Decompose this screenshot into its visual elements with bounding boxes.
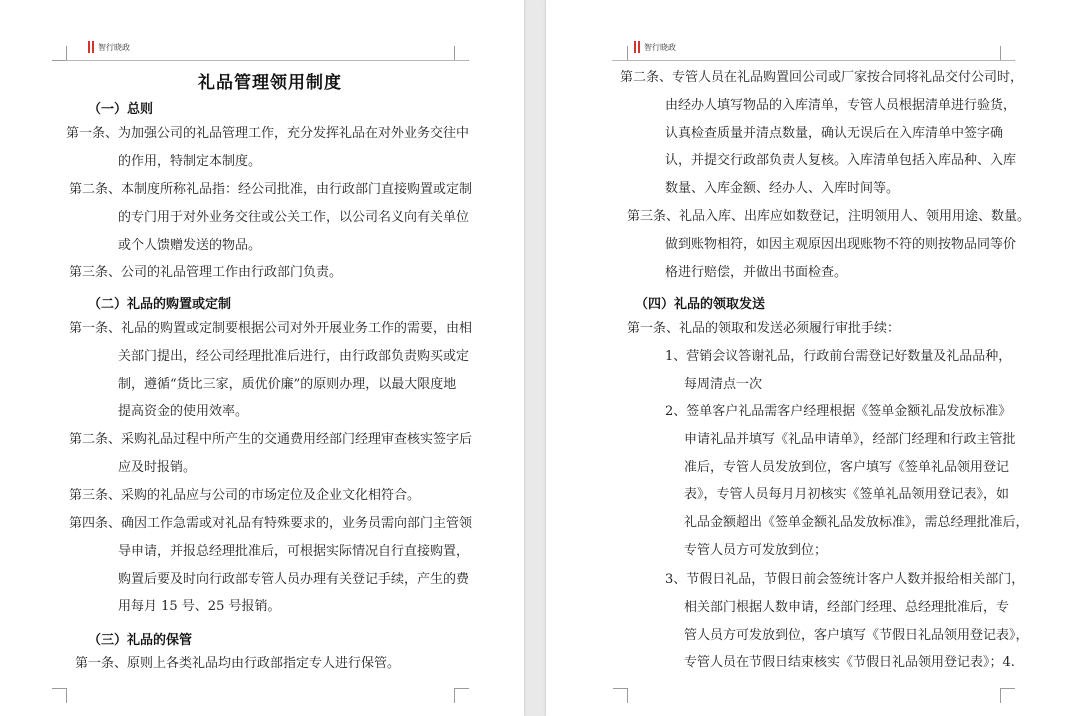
section-heading: （二）礼品的购置或定制 xyxy=(88,297,232,312)
crop-mark xyxy=(454,688,469,703)
crop-mark xyxy=(52,46,67,61)
header-rule xyxy=(66,60,468,61)
article-paragraph: 第一条、为加强公司的礼品管理工作，充分发挥礼品在对外业务交往中 的作用，特制定本制度。 xyxy=(66,126,470,169)
article-paragraph: 第二条、专管人员在礼品购置回公司或厂家按合同将礼品交付公司时， 由经办人填写物品的入库清单，专管人员根据清单进行验货， 认真检查质量并清点数量，确认无误后在入库清单中签字确 认，并提交行政部负责人复核。入库清单包括入库品种、入库 数量、入库金额、经办人、入库时间等。 xyxy=(620,70,1024,197)
article-paragraph: 第三条、礼品入库、出库应如数登记，注明领用人、领用用途、数量。 做到账物相符，如因主观原因出现账物不符的则按物品同等价 格进行赔偿，并做出书面检查。 xyxy=(627,209,1031,280)
logo-icon xyxy=(88,41,95,53)
crop-mark xyxy=(1000,688,1015,703)
article-paragraph: 第一条、礼品的领取和发送必须履行审批手续： xyxy=(627,321,901,336)
crop-mark xyxy=(1000,46,1015,61)
article-paragraph: 第二条、本制度所称礼品指：经公司批准，由行政部门直接购置或定制 的专门用于对外业务交往或公关工作，以公司名义向有关单位 或个人馈赠发送的物品。 xyxy=(69,182,473,253)
crop-mark xyxy=(613,688,628,703)
section-heading: （一）总则 xyxy=(88,102,154,117)
company-logo xyxy=(88,41,130,53)
article-paragraph: 第三条、采购的礼品应与公司的市场定位及企业文化相符合。 xyxy=(69,488,421,503)
logo-text: 智行晓政 xyxy=(644,42,676,52)
article-paragraph: 第三条、公司的礼品管理工作由行政部门负责。 xyxy=(69,265,343,280)
article-paragraph: 第一条、原则上各类礼品均由行政部指定专人进行保管。 xyxy=(75,656,401,671)
article-paragraph: 第二条、采购礼品过程中所产生的交通费用经部门经理审查核实签字后 应及时报销。 xyxy=(69,432,473,475)
logo-text: 智行晓政 xyxy=(98,42,130,52)
crop-mark xyxy=(613,46,628,61)
header-rule xyxy=(612,60,1014,61)
crop-mark xyxy=(52,688,67,703)
list-item: 1、营销会议答谢礼品，行政前台需登记好数量及礼品品种， 每周清点一次 xyxy=(665,349,1012,392)
document-page-right xyxy=(546,0,1080,716)
section-heading: （三）礼品的保管 xyxy=(88,633,193,648)
article-paragraph: 第四条、确因工作急需或对礼品有特殊要求的，业务员需向部门主管领 导申请，并报总经理批准后，可根据实际情况自行直接购置， 购置后要及时向行政部专管人员办理有关登记手续，产生的费 用每月 15 号、25 号报销。 xyxy=(69,516,473,615)
section-heading: （四）礼品的领取发送 xyxy=(635,297,766,312)
list-item: 2、签单客户礼品需客户经理根据《签单金额礼品发放标准》 申请礼品并填写《礼品申请单》，经部门经理和行政主管批 准后，专管人员发放到位，客户填写《签单礼品领用登记 表》，专管人员每月月初核实《签单礼品领用登记表》，如 礼品金额超出《签单金额礼品发放标准》，需总经理批准后， 专管人员方可发放到位； xyxy=(665,404,1029,558)
company-logo xyxy=(634,41,676,53)
crop-mark xyxy=(454,46,469,61)
document-title: 礼品管理领用制度 xyxy=(198,73,342,93)
logo-icon xyxy=(634,41,641,53)
list-item: 3、节假日礼品，节假日前会签统计客户人数并报给相关部门， 相关部门根据人数申请，经部门经理、总经理批准后，专 管人员方可发放到位，客户填写《节假日礼品领用登记表》， 专管人员在节假日结束核实《节假日礼品领用登记表》；4. xyxy=(665,572,1029,671)
article-paragraph: 第一条、礼品的购置或定制要根据公司对外开展业务工作的需要，由相 关部门提出，经公司经理批准后进行，由行政部负责购买或定 制，遵循“货比三家，质优价廉”的原则办理，以最大限度地 提高资金的使用效率。 xyxy=(69,321,473,420)
document-page-left xyxy=(0,0,524,716)
